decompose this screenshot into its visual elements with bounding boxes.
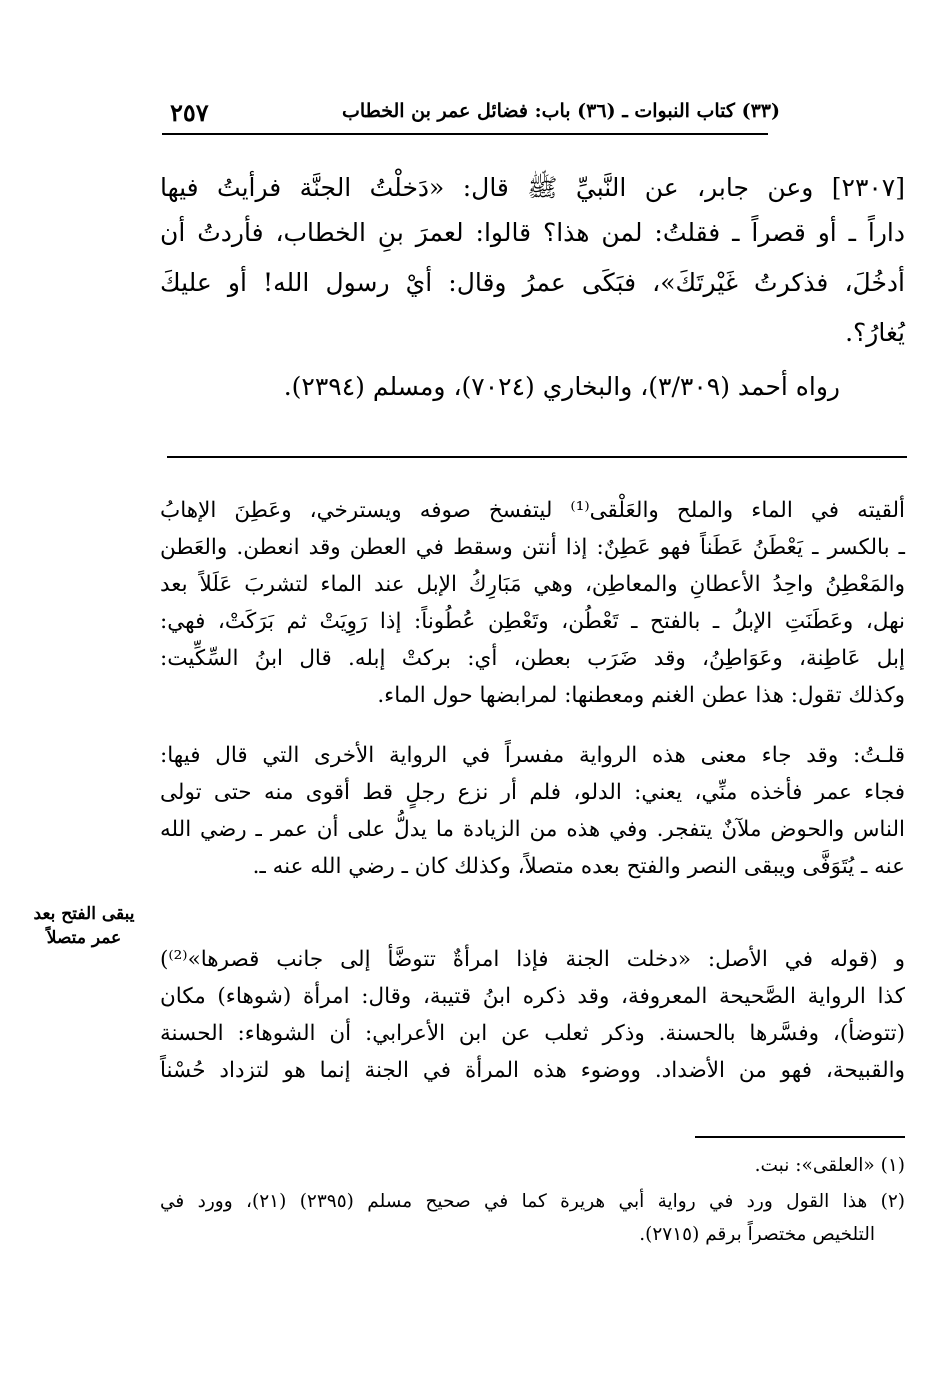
commentary-line: و (قوله في الأصل: «دخلت الجنة فإذا امرأةٌ تتوضَّأ إلى جانب قصرها»⁽²⁾) (160, 947, 905, 972)
page-number: ٢٥٧ (170, 98, 209, 127)
section-rule (167, 456, 907, 458)
hadith-source: رواه أحمد (٣/٣٠٩)، والبخاري (٧٠٢٤)، ومسلم (٢٣٩٤). (283, 372, 840, 401)
commentary-line: ألقيته في الماء والملح والعَلْقى⁽¹⁾ ليتفسخ صوفه ويسترخي، وعَطِنَ الإهابُ (160, 498, 905, 523)
margin-note (18, 902, 150, 950)
commentary-line: نهل، وعَطَنَتِ الإبلُ ـ بالفتح ـ تَعْطُن، وتَعْطِن عُطُوناً: إذا رَوِيَتْ ثم بَرَكَتْ، فهي: (160, 609, 905, 634)
commentary-line: عنه ـ يُتَوَفَّى ويبقى النصر والفتح بعده متصلاً، وكذلك كان ـ رضي الله عنه ـ. (252, 854, 905, 879)
running-title: (٣٣) كتاب النبوات ـ (٣٦) باب: فضائل عمر بن الخطاب (341, 100, 780, 122)
commentary-line: وكذلك تقول: هذا عطن الغنم ومعطنها: لمرابضها حول الماء. (377, 683, 905, 708)
footnote-2: (٢) هذا القول ورد في رواية أبي هريرة كما في صحيح مسلم (٢٣٩٥) (٢١)، وورد في (160, 1191, 905, 1212)
commentary-line: فجاء عمر فأخذه منِّي، يعني: الدلو، فلم أر نزع رجلٍ قط أقوى منه حتى تولى (160, 780, 905, 805)
header-rule (162, 133, 768, 135)
commentary-line: والمَعْطِنُ واحِدُ الأعطانِ والمعاطِن، وهي مَبَارِكُ الإبل عند الماء لتشربَ عَلَلاً بعد (160, 572, 905, 597)
hadith-line: [٢٣٠٧] وعن جابر، عن النَّبيِّ ﷺ قال: «دَخلْتُ الجنَّة فرأيتُ فيها (160, 173, 905, 202)
commentary-line: ـ بالكسر ـ يَعْطَنُ عَطَناً فهو عَطِنٌ: إذا أنتن وسقط في العطن وقد انعطن. والعَطن (160, 535, 905, 560)
margin-note-line: عمر متصلاً (46, 928, 122, 948)
commentary-line: كذا الرواية الصَّحيحة المعروفة، وقد ذكره ابنُ قتيبة، وقال: امرأة (شوهاء) مكان (160, 984, 905, 1009)
footnote-2-continuation: التلخيص مختصراً برقم (٢٧١٥). (639, 1224, 875, 1245)
commentary-line: الناس والحوض ملآنٌ يتفجر. وفي هذه من الزيادة ما يدلُّ على أن عمر ـ رضي الله (160, 817, 905, 842)
hadith-line: أدخُلَ، فذكرتُ غَيْرتَكَ»، فبَكَى عمرُ وقال: أيْ رسول الله! أو عليكَ (160, 268, 905, 297)
commentary-line: قلـتُ: وقد جاء معنى هذه الرواية مفسراً في الرواية الأخرى التي قال فيها: (160, 743, 905, 768)
commentary-line: إبل عَاطِنة، وعَوَاطِنُ، وقد ضَرَب بعطن، أي: بركتْ إبله. قال ابنُ السِّكِّيت: (160, 646, 905, 671)
commentary-line: والقبيحة، فهو من الأضداد. ووضوء هذه المرأة في الجنة إنما هو لتزداد حُسْناً (160, 1058, 905, 1083)
commentary-line: (تتوضأ)، وفسَّرها بالحسنة. وذكر ثعلب عن ابن الأعرابي: أن الشوهاء: الحسنة (160, 1021, 905, 1046)
footnote-rule (695, 1136, 905, 1138)
hadith-line: داراً ـ أو قصراً ـ فقلتُ: لمن هذا؟ قالوا: لعمرَ بنِ الخطاب، فأردتُ أن (160, 218, 905, 247)
margin-note-line: يبقى الفتح بعد (33, 904, 135, 924)
hadith-line: يُغارُ؟. (845, 318, 905, 347)
footnote-1: (١) «العلقى»: نبت. (754, 1155, 905, 1176)
